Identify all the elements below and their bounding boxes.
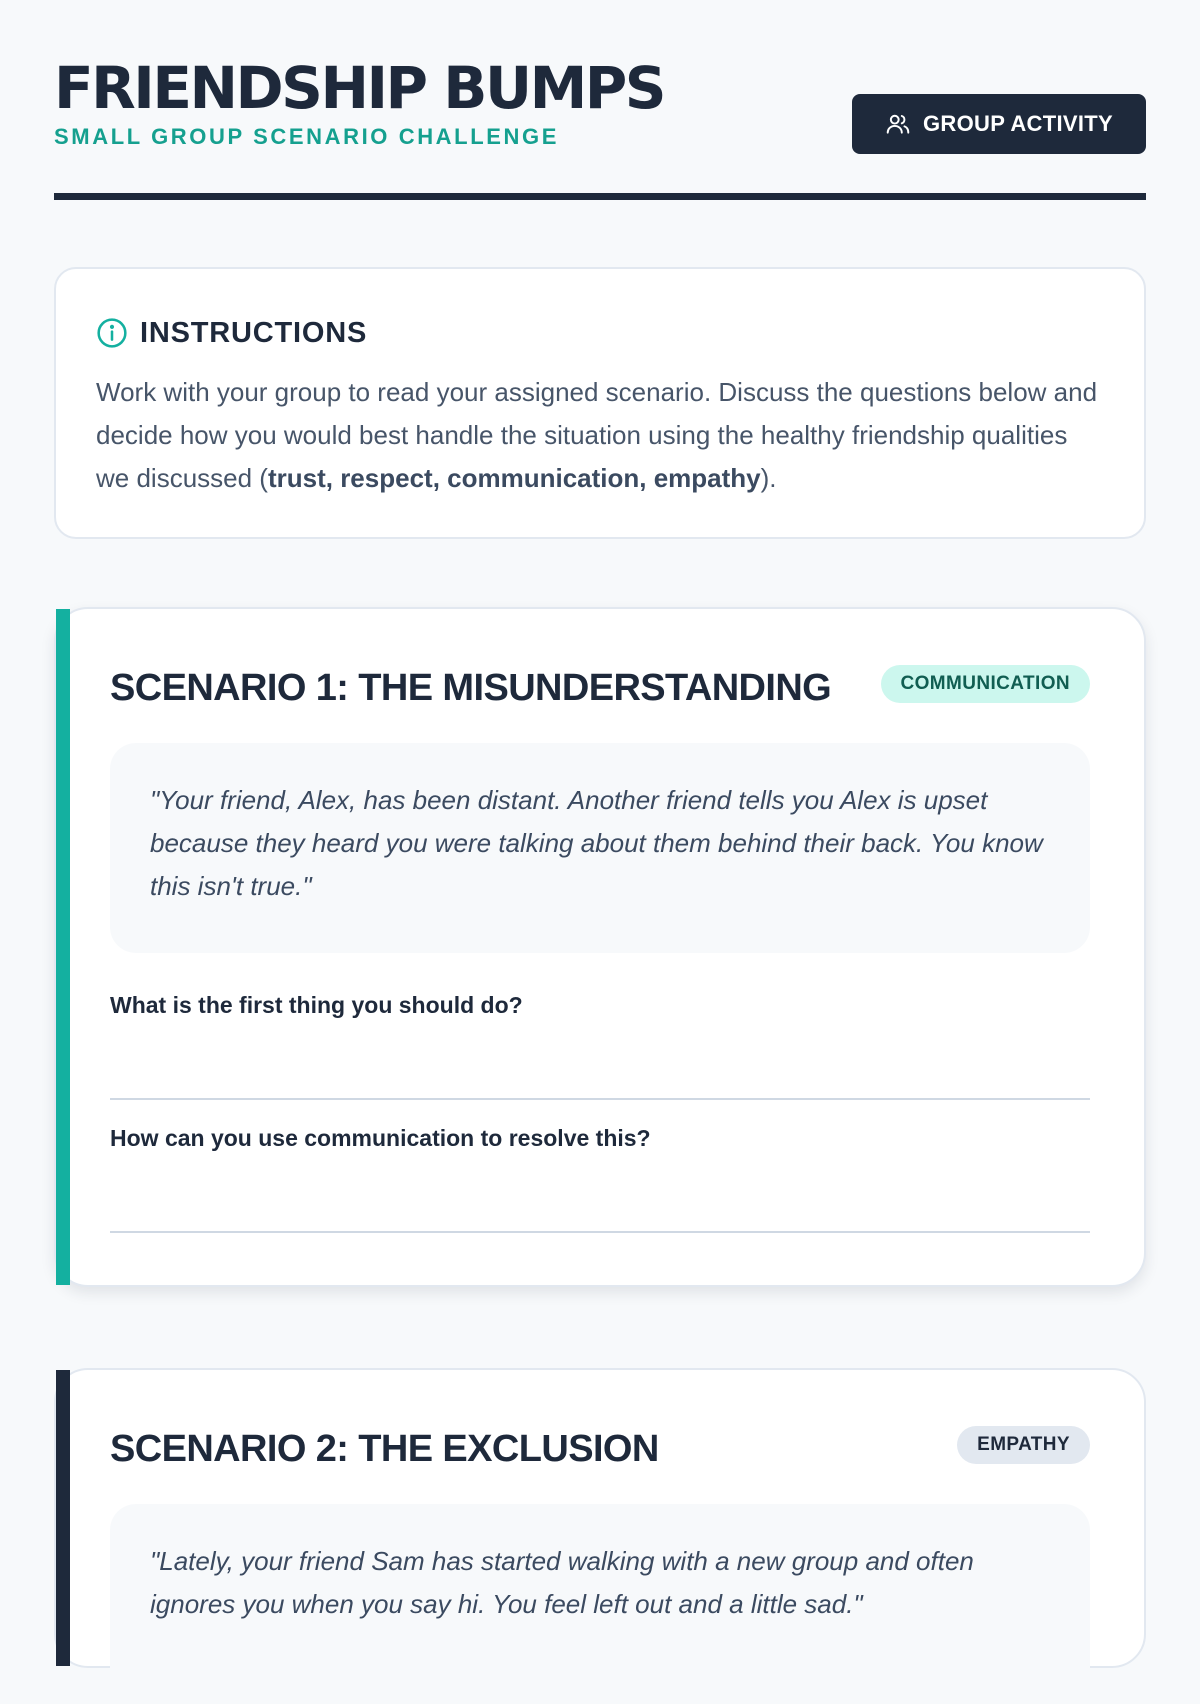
- instructions-header: [96, 313, 1104, 353]
- page-header: [54, 0, 1146, 200]
- instructions-text-start: Work with your group to read your assigned scenario. Discuss the questions below and decide how you would best handle the situation using the healthy friendship qualities we discussed (: [96, 377, 1098, 493]
- users-icon: [885, 111, 911, 137]
- page-subtitle: SMALL GROUP SCENARIO CHALLENGE: [54, 124, 559, 149]
- page-title: FRIENDSHIP BUMPS: [54, 54, 665, 122]
- scenario-accent-bar: [56, 609, 70, 1285]
- scenario-card: [54, 1368, 1146, 1668]
- scenario-question: How can you use communication to resolve this?: [110, 1125, 651, 1151]
- scenario-tag: COMMUNICATION: [881, 665, 1091, 703]
- scenario-title: SCENARIO 2: THE EXCLUSION: [110, 1428, 659, 1470]
- scenario-accent-bar: [56, 1370, 70, 1666]
- instructions-text: [96, 371, 1106, 500]
- scenario-tag: EMPATHY: [957, 1426, 1090, 1464]
- scenario-title: SCENARIO 1: THE MISUNDERSTANDING: [110, 667, 832, 709]
- group-activity-badge: [852, 94, 1146, 154]
- instructions-title: INSTRUCTIONS: [140, 316, 368, 349]
- scenario-quote: "Lately, your friend Sam has started walking with a new group and often ignores you when you say hi. You feel left out and a little sad.": [110, 1504, 1090, 1704]
- answer-line[interactable]: [110, 1231, 1090, 1233]
- info-icon: [96, 317, 128, 349]
- header-divider: [54, 193, 1146, 200]
- scenario-question: What is the first thing you should do?: [110, 992, 523, 1018]
- instructions-card: [54, 267, 1146, 539]
- answer-line[interactable]: [110, 1098, 1090, 1100]
- group-activity-label: GROUP ACTIVITY: [923, 111, 1113, 136]
- instructions-text-end: ).: [760, 463, 777, 493]
- scenario-card: [54, 607, 1146, 1287]
- scenario-quote: "Your friend, Alex, has been distant. Another friend tells you Alex is upset because they heard you were talking about them behind their back. You know this isn't true.": [110, 743, 1090, 953]
- instructions-qualities: trust, respect, communication, empathy: [267, 463, 761, 493]
